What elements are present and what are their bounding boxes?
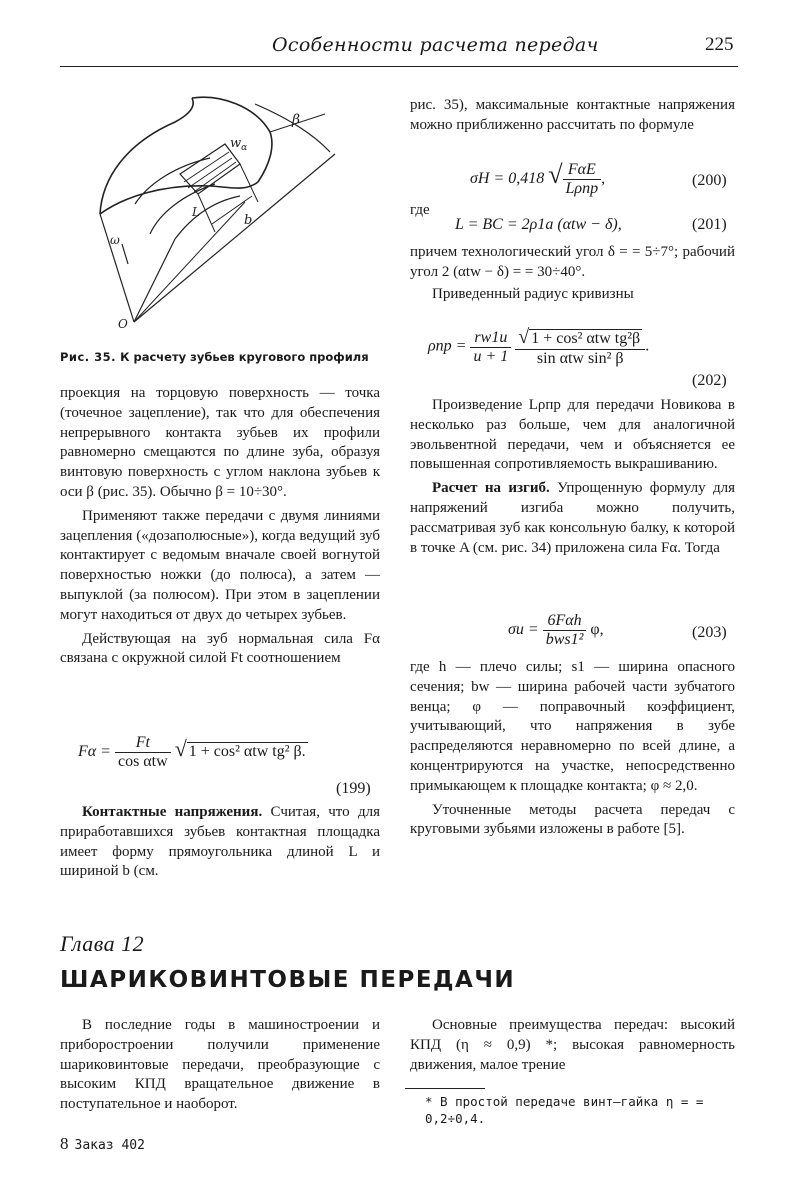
equation-numerator: rw1u	[470, 329, 511, 348]
equation-lhs: Fα =	[78, 743, 111, 761]
tooth-root-curve	[100, 182, 258, 214]
equation-200-number: (200)	[692, 172, 727, 189]
footnote-rule	[405, 1088, 485, 1089]
equation-201: L = BC = 2ρ1a (αtw − δ),	[455, 216, 622, 233]
equation-lhs: σH = 0,418	[470, 170, 545, 187]
equation-200: σH = 0,418 √ $\frac{\text{FαE}}{\text{Lρпр}}$ ,	[470, 160, 606, 197]
equation-lhs: ρпр =	[428, 337, 467, 355]
right-column-text-4	[410, 658, 735, 840]
equation-202: ρпр = $\frac{rw1u}{u + 1}$ $\frac{\text{√ 1 + cos² αtw tg²β}}{\text{sin αtw sin² β}}$ .	[428, 326, 650, 367]
contact-stress-paragraph: Контактные напряжения. Считая, что для приработавшихся зубьев контактная площадка имеет форму прямоугольника длиной L и шириной b (см.	[60, 804, 380, 880]
equation-202-number: (202)	[692, 372, 727, 389]
paragraph: где h — плечо силы; s1 — ширина опасного сечения; bw — ширина рабочей части зубчатого венца; φ — поправочный коэффициент, учитывающий, что напряжения в зубе распределяются неравномерно по всей длине, а концентрируются на участке, непосредственно примыкающем к площадке контакта; φ ≈ 2,0.	[410, 659, 735, 794]
paragraph: рис. 35), максимальные контактные напряжения можно приближенно рассчитать по формуле	[410, 97, 735, 133]
tooth-left-flank	[100, 98, 193, 214]
tooth-right-flank	[258, 132, 272, 182]
equation-199: Fα = $\frac{Ft}{\text{cos αtw}}$ √ 1 + cos² αtw tg² β.	[78, 734, 306, 770]
equation-denominator: sin αtw sin² β	[536, 350, 624, 367]
equation-numerator: FαE	[563, 161, 602, 180]
right-column-intro	[410, 96, 735, 136]
equation-199-number: (199)	[336, 780, 371, 797]
paragraph: Применяют также передачи с двумя линиями зацепления («дозаполюсные»), когда ведущий зуб контактирует с ведомым вначале своей вогнутой поверхностью ножки (до полюса), а затем — выпуклой (за полюсом). При этом в зацеплении могут находиться от двух до четырех зубьев.	[60, 507, 380, 623]
paragraph: Приведенный радиус кривизны	[432, 285, 634, 302]
bending-paragraph: Расчет на изгиб. Упрощенную формулу для напряжений изгиба можно получить, рассматривая зуб как консольную балку, к которой в точке A (см. рис. 34) приложена сила Fα. Тогда	[410, 480, 735, 556]
right-column-text-2	[410, 243, 735, 304]
radius-line-2	[134, 239, 175, 322]
paragraph: Действующая на зуб нормальная сила Fα связана с окружной силой Ft соотношением	[60, 630, 380, 667]
chapter-intro-right: Основные преимущества передач: высокий КПД (η ≈ 0,9) *; высокая равномерность движения, малое трение	[410, 1017, 735, 1073]
chapter-intro-left: В последние годы в машиностроении и приборостроении получили применение шариковинтовые передачи, преобразующие с высоким КПД вращательное движение в поступательное и наоборот.	[60, 1017, 380, 1113]
radius-line-4	[134, 202, 245, 322]
b-label: b	[244, 213, 253, 228]
header-rule	[60, 66, 738, 67]
left-column-text	[60, 384, 380, 669]
omega-label: ω	[110, 233, 120, 247]
tooth-top-curve	[192, 97, 270, 132]
equation-numerator: √ 1 + cos² αtw tg²β	[515, 326, 645, 350]
equation-201-number: (201)	[692, 216, 727, 233]
paragraph: Уточненные методы расчета передач с круговыми зубьями изложены в работе [5].	[410, 801, 735, 838]
equation-numerator: 6Fαh	[543, 612, 587, 631]
equation-radicand: 1 + cos² αtw tg² β.	[188, 743, 306, 761]
equation-denominator: Lρпр	[565, 179, 599, 197]
page-number: 225	[705, 34, 734, 55]
equation-rhs: φ,	[590, 621, 604, 639]
O-label: O	[118, 317, 128, 331]
radius-line-1	[100, 214, 134, 322]
w-alpha-label: $w_\alpha$	[230, 136, 248, 153]
right-column-text-3	[410, 396, 735, 558]
paragraph: причем технологический угол δ = = 5÷7°; рабочий угол 2 (αtw − δ) = = 30÷40°.	[410, 244, 735, 280]
equation-denominator: cos αtw	[117, 753, 168, 770]
equation-denominator: bws1²	[545, 631, 584, 648]
omega-arrow	[122, 244, 128, 264]
printer-signature: 8 Заказ 402	[60, 1134, 145, 1153]
run-in-heading: Расчет на изгиб.	[432, 480, 550, 497]
paragraph: Произведение Lρпр для передачи Новикова в несколько раз больше, чем для аналогичной эвольвентной передачи, чем и объясняется ее повышенная сопротивляемость выкрашиванию.	[410, 397, 735, 473]
figure-35-gear-tooth-diagram	[80, 84, 370, 344]
chapter-label: Глава 12	[60, 931, 145, 956]
running-header-title: Особенности расчета передач	[272, 34, 599, 56]
equation-numerator: Ft	[115, 734, 171, 753]
equation-203	[508, 612, 604, 649]
equation-denominator: u + 1	[473, 347, 509, 365]
beta-label: β	[292, 112, 301, 128]
footnote: * В простой передаче винт—гайка η = = 0,2÷0,4.	[425, 1094, 704, 1126]
equation-lhs: σи =	[508, 621, 539, 639]
chapter-title: ШАРИКОВИНТОВЫЕ ПЕРЕДАЧИ	[60, 967, 516, 993]
equation-203-number: (203)	[692, 624, 727, 641]
run-in-heading: Контактные напряжения.	[82, 804, 263, 820]
figure-35-caption: Рис. 35. К расчету зубьев кругового профиля	[60, 350, 369, 364]
where-label: где	[410, 202, 430, 218]
L-label: L	[192, 205, 200, 219]
paragraph: проекция на торцовую поверхность — точка (точечное зацепление), так что для обеспечения непрерывного контакта зубьев их профили равномерно смещаются по длине зуба, образуя винтовую поверхность с углом наклона зубьев к оси β (рис. 35). Обычно β = 10÷30°.	[60, 385, 380, 500]
radius-line-3	[134, 154, 335, 322]
